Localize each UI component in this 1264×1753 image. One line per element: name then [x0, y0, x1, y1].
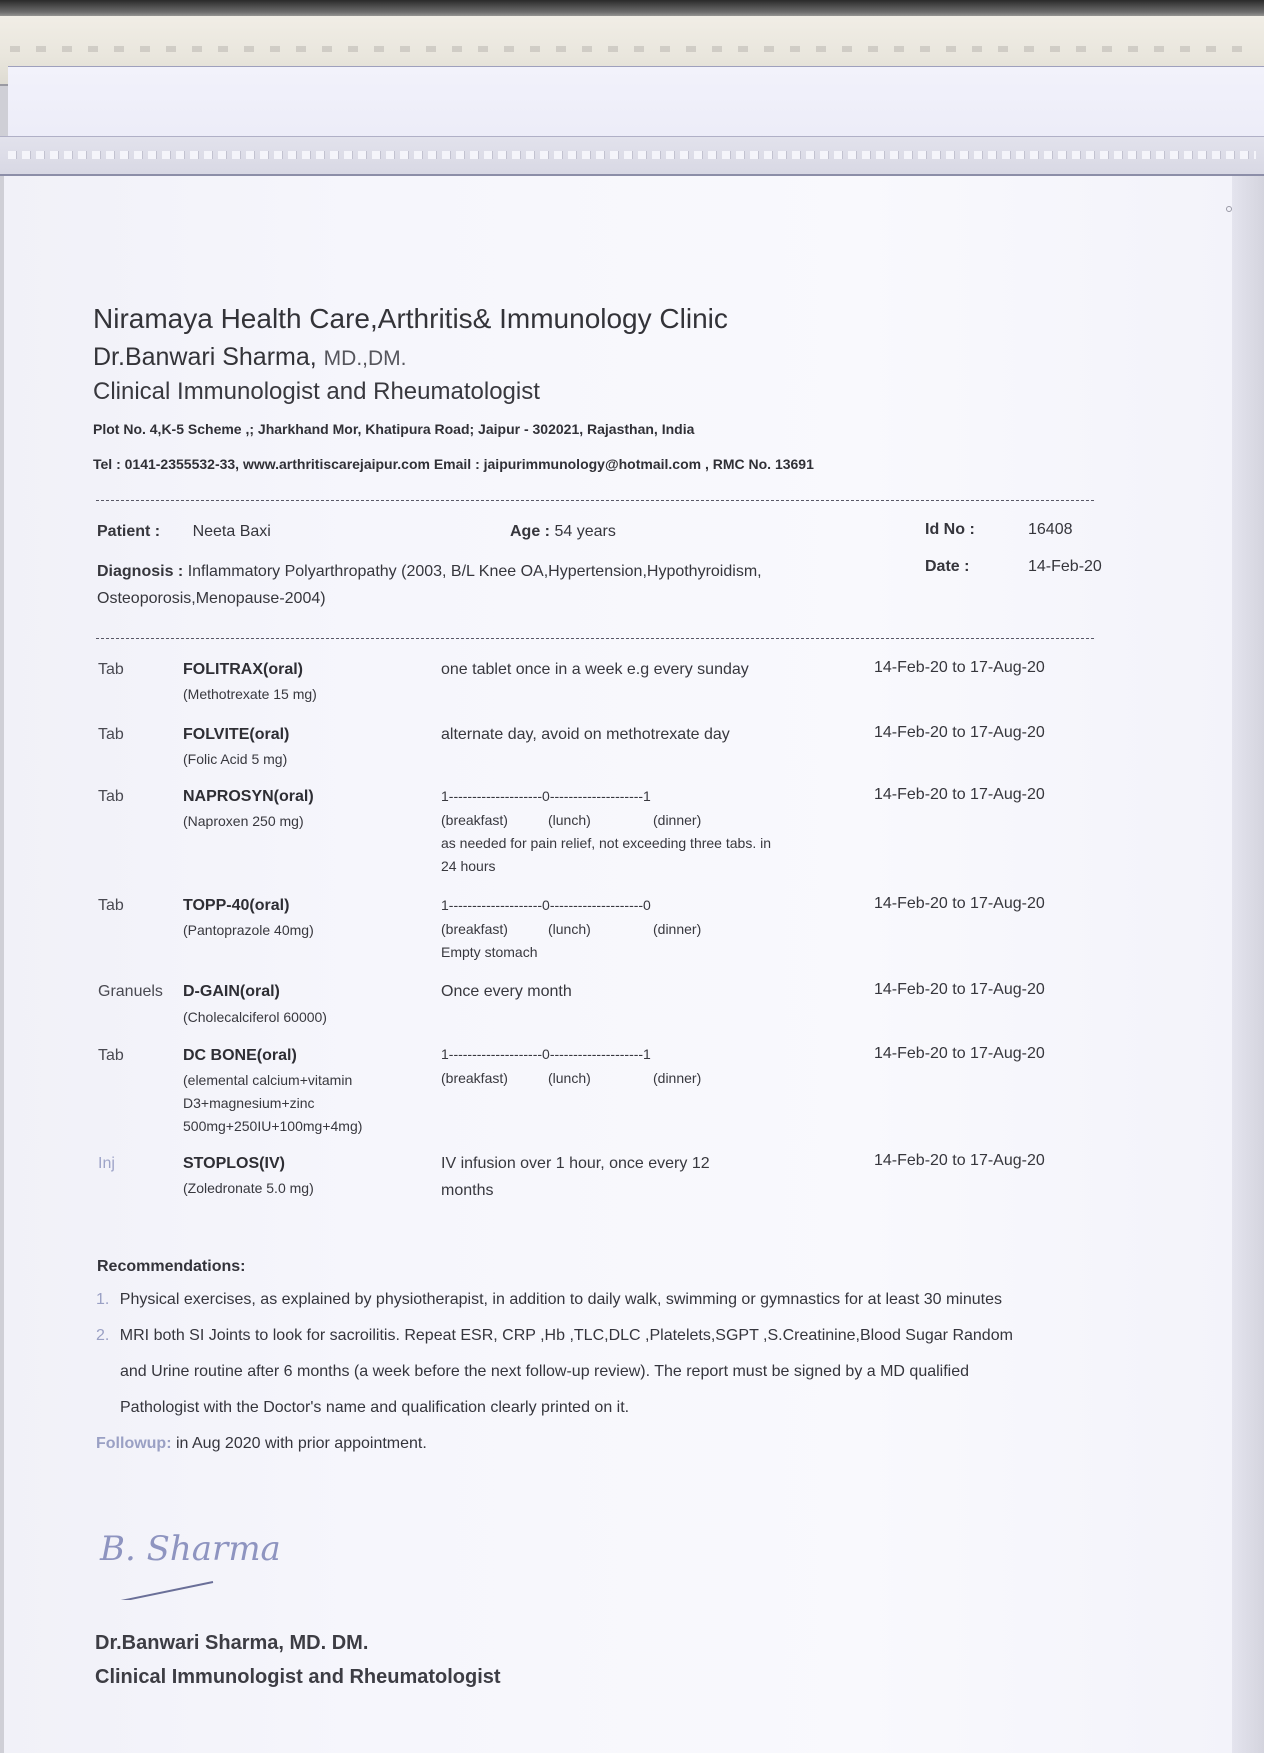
page-mark: [1226, 206, 1232, 212]
id-value: 16408: [1028, 521, 1073, 538]
patient-name: Neeta Baxi: [192, 523, 271, 540]
date-label: Date :: [925, 558, 970, 575]
recommendations-title: Recommendations:: [97, 1258, 246, 1275]
rx-directions: Once every month: [441, 983, 572, 1000]
rx-generic: (Pantoprazole 40mg): [183, 922, 314, 938]
recommendation-number: 1.: [96, 1291, 110, 1308]
meal-breakfast: (breakfast): [441, 921, 508, 937]
diagnosis-value: Inflammatory Polyarthropathy (2003, B/L Knee OA,Hypertension,Hypothyroidism, Osteoporosis,Menopause-2004): [97, 563, 762, 607]
id-field: [925, 521, 975, 539]
rx-period: 14-Feb-20 to 17-Aug-20: [874, 1152, 1045, 1169]
meal-dinner: (dinner): [653, 921, 702, 937]
rx-directions: alternate day, avoid on methotrexate day: [441, 726, 730, 743]
rx-brand: FOLITRAX(oral): [183, 661, 303, 678]
meal-breakfast: (breakfast): [441, 812, 508, 828]
recommendation-text-continued: Pathologist with the Doctor's name and qualification clearly printed on it.: [120, 1399, 630, 1416]
signatory-specialty: Clinical Immunologist and Rheumatologist: [95, 1666, 501, 1688]
recommendation-text-continued: and Urine routine after 6 months (a week before the next follow-up review). The report must be signed by a MD qualified: [120, 1363, 970, 1380]
meal-lunch: (lunch): [548, 921, 591, 937]
rx-dose-schedule: 1--------------------0--------------------1: [441, 1046, 651, 1062]
rx-directions: one tablet once in a week e.g every sunday: [441, 661, 749, 678]
signature-text: B. Sharma: [100, 1529, 281, 1569]
clinic-contact: Tel : 0141-2355532-33, www.arthritiscarejaipur.com Email : jaipurimmunology@hotmail.com , RMC No. 13691: [93, 456, 814, 472]
rx-form: Tab: [98, 661, 124, 678]
rx-meal-times: [441, 812, 701, 828]
divider: [96, 500, 1094, 501]
folder-holes: [10, 46, 1254, 52]
id-label: Id No :: [925, 521, 975, 538]
clinic-name: Niramaya Health Care,Arthritis& Immunology Clinic: [93, 303, 728, 334]
recommendation-item: [96, 1282, 1002, 1318]
rx-form: Tab: [98, 726, 124, 743]
meal-lunch: (lunch): [548, 1070, 591, 1086]
rx-note: as needed for pain relief, not exceeding three tabs. in 24 hours: [441, 835, 771, 874]
followup-label: Followup:: [96, 1435, 172, 1452]
followup: [96, 1426, 427, 1462]
handwritten-signature: [98, 1520, 298, 1600]
rx-period: 14-Feb-20 to 17-Aug-20: [874, 659, 1045, 676]
meal-lunch: (lunch): [548, 812, 591, 828]
age-field: [510, 523, 616, 541]
rx-period: 14-Feb-20 to 17-Aug-20: [874, 981, 1045, 998]
meal-dinner: (dinner): [653, 1070, 702, 1086]
rx-directions: IV infusion over 1 hour, once every 12 months: [441, 1155, 710, 1199]
doctor-specialty: Clinical Immunologist and Rheumatologist: [93, 378, 540, 405]
rx-generic: (Naproxen 250 mg): [183, 813, 304, 829]
rx-brand: DC BONE(oral): [183, 1047, 297, 1064]
recommendation-text: Physical exercises, as explained by physiotherapist, in addition to daily walk, swimming or gymnastics for at least 30 minutes: [119, 1291, 1002, 1308]
rx-generic: (elemental calcium+vitamin D3+magnesium+zinc 500mg+250IU+100mg+4mg): [183, 1072, 363, 1134]
rx-note: Empty stomach: [441, 944, 538, 960]
rx-form: Tab: [98, 897, 124, 914]
diagnosis-label: Diagnosis :: [97, 563, 184, 580]
diagnosis-field: [97, 558, 877, 612]
rx-form: Granuels: [98, 983, 163, 1000]
prescription-page: [4, 176, 1232, 1753]
rx-meal-times: [441, 921, 701, 937]
rx-generic: (Cholecalciferol 60000): [183, 1009, 327, 1025]
signatory-name: Dr.Banwari Sharma, MD. DM.: [95, 1632, 369, 1654]
clinic-address: Plot No. 4,K-5 Scheme ,; Jharkhand Mor, Khatipura Road; Jaipur - 302021, Rajasthan, India: [93, 421, 695, 437]
age-value: 54 years: [554, 523, 616, 540]
page-edge: [1232, 176, 1264, 1753]
date-field: [925, 558, 969, 576]
rx-form: Tab: [98, 1047, 124, 1064]
doctor-name-text: Dr.Banwari Sharma,: [93, 343, 317, 371]
rx-brand: TOPP-40(oral): [183, 897, 290, 914]
meal-breakfast: (breakfast): [441, 1070, 508, 1086]
meal-dinner: (dinner): [653, 812, 702, 828]
rx-dose-schedule: 1--------------------0--------------------1: [441, 788, 651, 804]
rx-form: Inj: [98, 1155, 115, 1172]
doctor-qualification: MD.,DM.: [323, 347, 407, 370]
rx-dose-schedule: 1--------------------0--------------------0: [441, 897, 651, 913]
rx-generic: (Zoledronate 5.0 mg): [183, 1180, 314, 1196]
rx-generic: (Folic Acid 5 mg): [183, 751, 288, 767]
followup-text: in Aug 2020 with prior appointment.: [175, 1435, 427, 1452]
recommendation-item: [96, 1318, 1013, 1354]
date-value: 14-Feb-20: [1028, 558, 1102, 575]
rx-brand: NAPROSYN(oral): [183, 788, 314, 805]
divider: [96, 638, 1094, 639]
rx-meal-times: [441, 1070, 701, 1086]
recommendation-text: MRI both SI Joints to look for sacroilitis. Repeat ESR, CRP ,Hb ,TLC,DLC ,Platelets,SGPT ,S.Creatinine,Blood Sugar Random: [119, 1327, 1013, 1344]
patient-label: Patient :: [97, 523, 161, 540]
rx-brand: STOPLOS(IV): [183, 1155, 285, 1172]
rx-period: 14-Feb-20 to 17-Aug-20: [874, 1045, 1045, 1062]
signature-underline: [116, 1582, 213, 1600]
rx-brand: FOLVITE(oral): [183, 726, 290, 743]
age-label: Age :: [510, 523, 550, 540]
punch-holes: [8, 151, 1256, 159]
rx-brand: D-GAIN(oral): [183, 983, 280, 1000]
rx-period: 14-Feb-20 to 17-Aug-20: [874, 895, 1045, 912]
rx-generic: (Methotrexate 15 mg): [183, 686, 317, 702]
punch-hole-strip: [0, 136, 1264, 176]
rx-period: 14-Feb-20 to 17-Aug-20: [874, 786, 1045, 803]
recommendation-number: 2.: [96, 1327, 110, 1344]
patient-field: [97, 523, 271, 541]
rx-period: 14-Feb-20 to 17-Aug-20: [874, 724, 1045, 741]
rx-form: Tab: [98, 788, 124, 805]
doctor-name: [93, 343, 406, 372]
